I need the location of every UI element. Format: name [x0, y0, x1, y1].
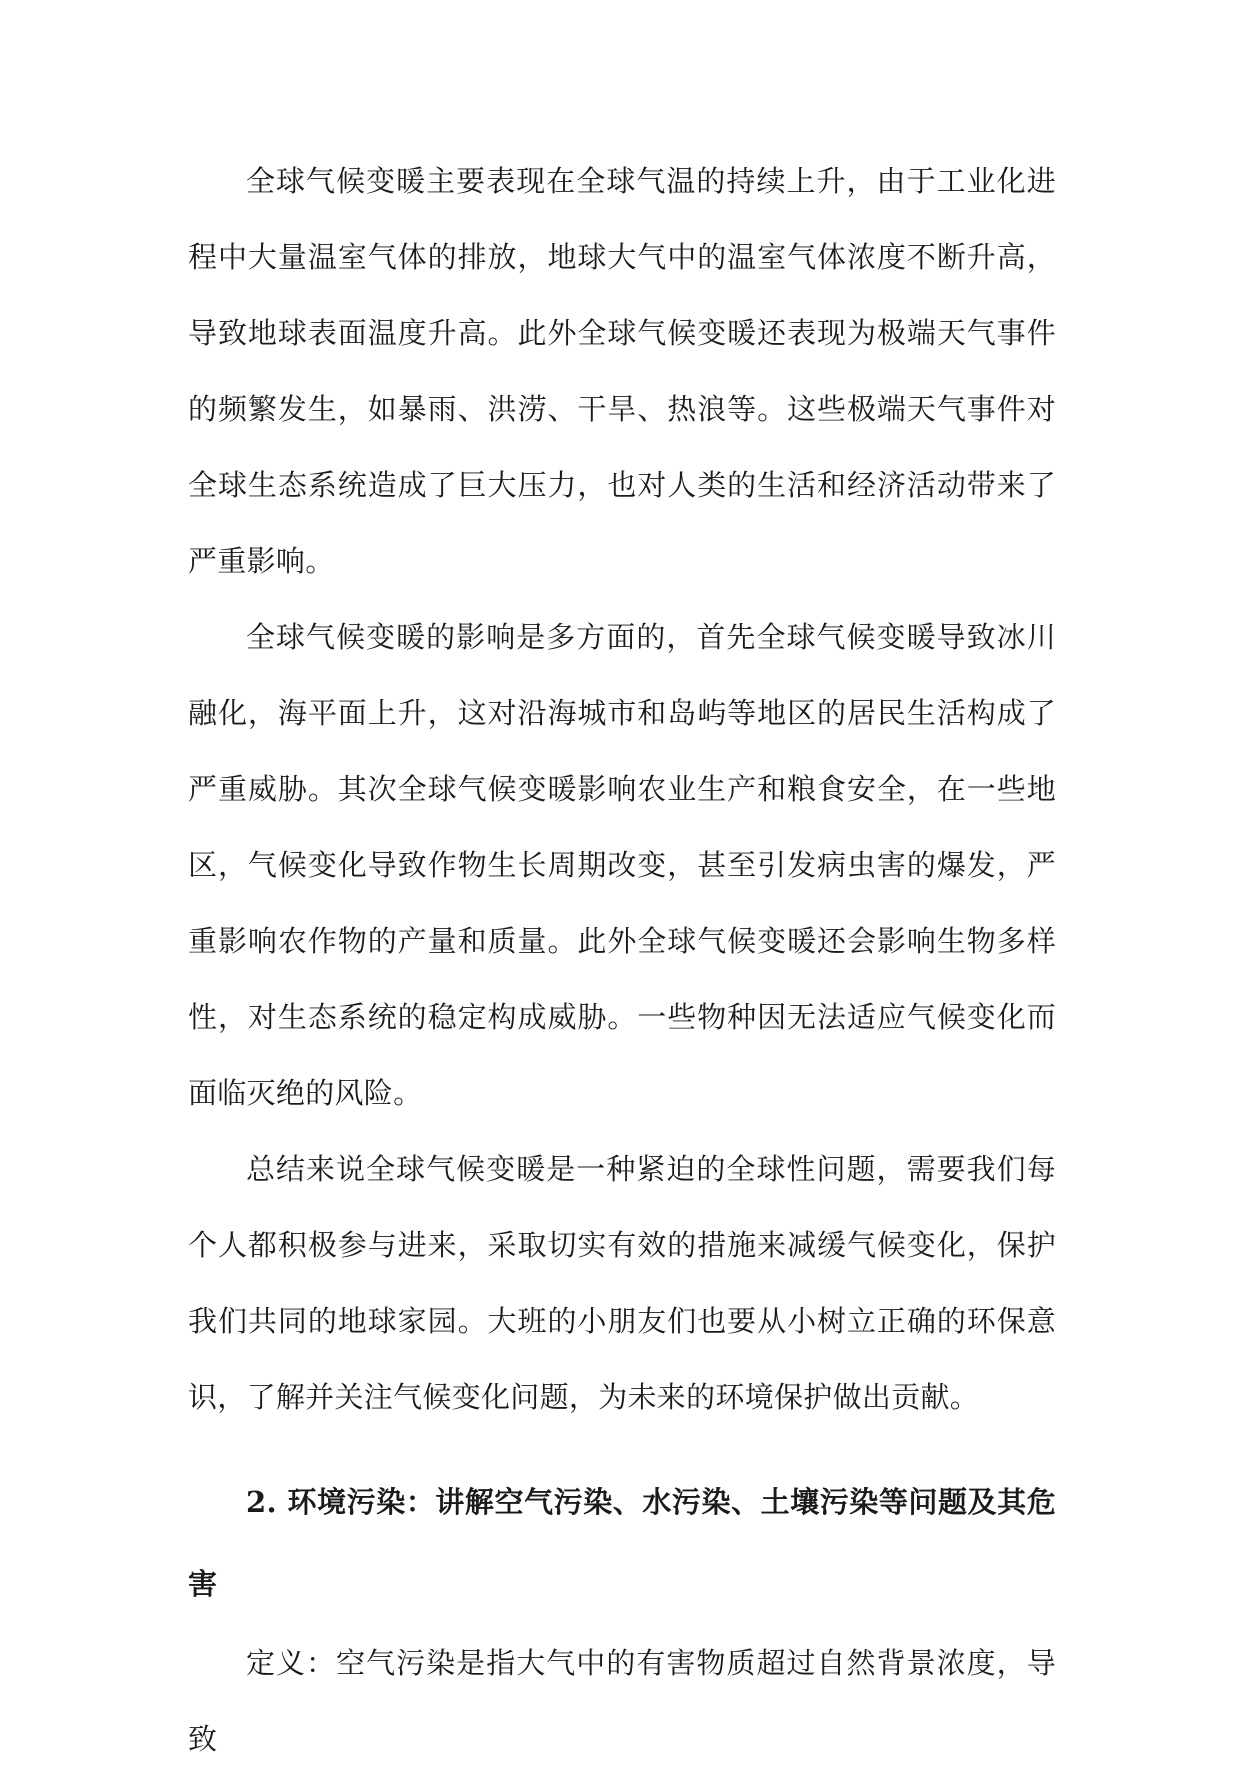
- paragraph-air-pollution-definition: 定义：空气污染是指大气中的有害物质超过自然背景浓度，导致: [188, 1646, 1056, 1756]
- paragraph-climate-warming-manifestations: 全球气候变暖主要表现在全球气温的持续上升，由于工业化进程中大量温室气体的排放，地球大气中的温室气体浓度不断升高，导致地球表面温度升高。此外全球气候变暖还表现为极端天气事件的频繁发生，如暴雨、洪涝、干旱、热浪等。这些极端天气事件对全球生态系统造成了巨大压力，也对人类的生活和经济活动带来了严重影响。: [188, 164, 1056, 578]
- section-heading-environmental-pollution: 2. 环境污染：讲解空气污染、水污染、土壤污染等问题及其危害: [188, 1485, 1056, 1601]
- document-body: [188, 143, 1056, 1777]
- paragraph-climate-warming-summary: 总结来说全球气候变暖是一种紧迫的全球性问题，需要我们每个人都积极参与进来，采取切实有效的措施来减缓气候变化，保护我们共同的地球家园。大班的小朋友们也要从小树立正确的环保意识，了解并关注气候变化问题，为未来的环境保护做出贡献。: [188, 1152, 1056, 1414]
- paragraph-climate-warming-impacts: 全球气候变暖的影响是多方面的，首先全球气候变暖导致冰川融化，海平面上升，这对沿海城市和岛屿等地区的居民生活构成了严重威胁。其次全球气候变暖影响农业生产和粮食安全，在一些地区，气候变化导致作物生长周期改变，甚至引发病虫害的爆发，严重影响农作物的产量和质量。此外全球气候变暖还会影响生物多样性，对生态系统的稳定构成威胁。一些物种因无法适应气候变化而面临灭绝的风险。: [188, 620, 1056, 1110]
